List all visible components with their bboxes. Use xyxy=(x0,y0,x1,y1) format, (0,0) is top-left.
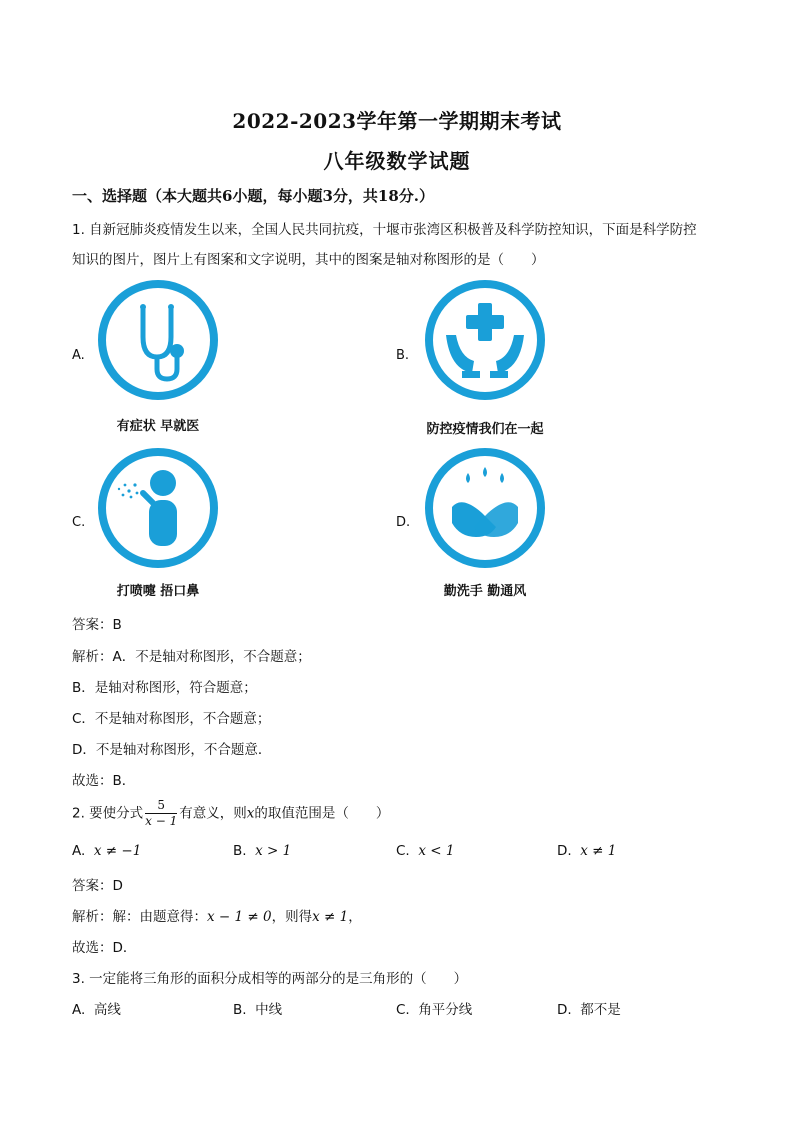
q3-option-d xyxy=(557,998,621,1018)
q3-option-b-text: 中线 xyxy=(255,1002,283,1018)
q2-option-b xyxy=(233,843,291,859)
q3-option-a-text: 高线 xyxy=(93,1002,121,1018)
q2-option-c-label: C. xyxy=(396,843,410,859)
q1-stem-line1: 1. 自新冠肺炎疫情发生以来，全国人民共同抗疫，十堰市张湾区积极普及科学防控知识，下面是科学防控 xyxy=(72,222,697,238)
q2-option-a-label: A. xyxy=(72,843,86,859)
q1-analysis-line: C．不是轴对称图形，不合题意； xyxy=(72,711,271,727)
q2-conclusion: 故选：D． xyxy=(72,940,137,956)
hands-cross-icon xyxy=(422,277,548,403)
q2-fraction-denominator: x − 1 xyxy=(145,814,178,828)
q1-analysis-line: B．是轴对称图形，符合题意； xyxy=(72,680,257,696)
q3-stem: 3. 一定能将三角形的面积分成相等的两部分的是三角形的（ ） xyxy=(72,971,468,987)
q2-option-a xyxy=(72,843,141,859)
stethoscope-icon xyxy=(95,277,221,403)
q2-option-d-label: D. xyxy=(557,843,572,859)
q3-option-c xyxy=(396,998,472,1018)
q1-option-a-caption: 有症状 早就医 xyxy=(116,419,200,434)
q2-analysis xyxy=(72,905,362,925)
q1-stem-line2: 知识的图片，图片上有图案和文字说明，其中的图案是轴对称图形的是（ ） xyxy=(72,252,545,268)
q2-option-d-expr: x ≠ 1 xyxy=(580,843,617,859)
q2-analysis-prefix: 解析：解：由题意得： xyxy=(72,909,207,925)
q2-stem xyxy=(72,798,389,829)
q1-answer: 答案：B xyxy=(72,617,122,633)
q1-conclusion: 故选：B． xyxy=(72,773,136,789)
q3-option-a-label: A. xyxy=(72,1002,86,1018)
q2-fraction-numerator: 5 xyxy=(145,798,177,814)
q1-option-c-caption: 打喷嚏 捂口鼻 xyxy=(116,584,200,599)
q2-analysis-expr2: x ≠ 1 xyxy=(312,909,349,925)
page-title: 2022-2023学年第一学期期末考试 xyxy=(232,109,562,133)
q1-option-c-label: C. xyxy=(72,515,86,530)
q2-variable: x xyxy=(246,805,255,822)
q2-fraction xyxy=(145,798,177,829)
q2-option-b-label: B. xyxy=(233,843,247,859)
sneeze-icon xyxy=(95,445,221,571)
q1-analysis-line: D．不是轴对称图形，不合题意． xyxy=(72,742,272,758)
q3-option-c-label: C. xyxy=(396,1002,410,1018)
q1-option-a-label: A. xyxy=(72,348,85,363)
q3-option-c-text: 角平分线 xyxy=(418,1002,473,1018)
q1-option-d-label: D. xyxy=(396,515,411,530)
handwash-icon xyxy=(422,445,548,571)
q1-option-b-caption: 防控疫情我们在一起 xyxy=(426,422,544,437)
q2-option-c-expr: x < 1 xyxy=(418,843,455,859)
q1-option-d-caption: 勤洗手 勤通风 xyxy=(443,584,527,599)
q2-stem-prefix: 2. 要使分式 xyxy=(72,805,144,822)
q2-analysis-mid: ，则得 xyxy=(271,909,313,925)
q2-analysis-expr1: x − 1 ≠ 0 xyxy=(207,909,272,925)
section-heading: 一、选择题（本大题共6小题，每小题3分，共18分.） xyxy=(72,187,434,205)
q2-answer: 答案：D xyxy=(72,878,123,894)
q2-option-a-expr: x ≠ −1 xyxy=(93,843,142,859)
page-subtitle: 八年级数学试题 xyxy=(323,149,471,173)
q3-option-b-label: B. xyxy=(233,1002,247,1018)
q2-option-d xyxy=(557,843,616,859)
q3-option-a xyxy=(72,998,121,1018)
q3-option-b xyxy=(233,998,282,1018)
q2-analysis-suffix: ， xyxy=(348,909,362,925)
q2-option-b-expr: x > 1 xyxy=(255,843,292,859)
q2-stem-suffix: 的取值范围是（ ） xyxy=(254,805,390,822)
q1-option-b-label: B. xyxy=(396,348,410,363)
q3-option-d-label: D. xyxy=(557,1002,572,1018)
q1-analysis-line: 解析：A．不是轴对称图形，不合题意； xyxy=(72,649,311,665)
q2-option-c xyxy=(396,843,454,859)
q3-option-d-text: 都不是 xyxy=(580,1002,621,1018)
q2-stem-mid: 有意义，则 xyxy=(179,805,247,822)
